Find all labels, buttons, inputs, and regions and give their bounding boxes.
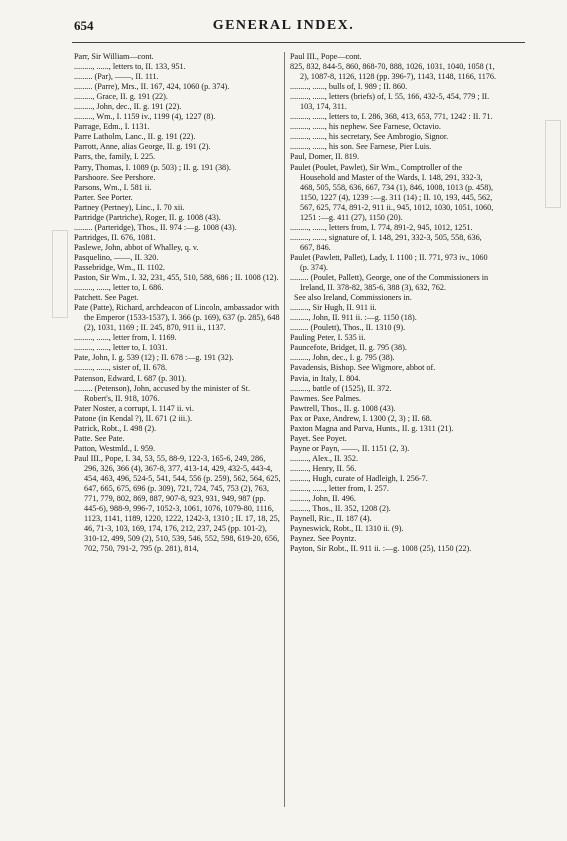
index-entry: Paxton Magna and Parva, Hunts., II. g. 1311 (21). — [290, 423, 454, 433]
index-entry: Passebridge, Wm., II. 1102. — [74, 262, 165, 272]
index-entry: Payneswick, Robt., II. 1310 ii. (9). — [290, 524, 404, 534]
index-entry: ......... (Poulet, Pallett), George, one of the Commissioners in Ireland, II. 378-82, 385-6, 388 (3), 632, 762. — [290, 273, 489, 293]
index-entry: Parsons, Wm., I. 581 ii. — [74, 182, 152, 192]
index-entry: Patrick, Robt., I. 498 (2). — [74, 423, 157, 433]
library-stamp — [545, 120, 561, 208]
index-entry: Paul III., Pope—cont. — [290, 52, 362, 61]
index-entry: Parre Latholm, Lanc., II. g. 191 (22). — [74, 132, 196, 142]
index-entry: Pawmes. See Palmes. — [290, 393, 361, 403]
index-entry: Parry, Thomas, I. 1089 (p. 503) ; II. g. 191 (38). — [74, 162, 231, 172]
index-entry: ........., ......, bulls of, I. 989 ; II. 860. — [290, 82, 408, 92]
index-entry: Paul III., Pope, I. 34, 53, 55, 88-9, 122-3, 165-6, 249, 286, 296, 326, 366 (4), 367-8, 377, 413-14, 429, 432-5, 443-4, 454, 463, 496, 524-5, 541, 544, 556 (p. 259), 562, 564, 625, 647, 665, 675, 696 (p. 309), 721, 724, 745, 753 (2), 763, 771, 779, 802, 869, 887, 907-8, 923, 931, 949, 987 (pp. 445-6), 988-9, 996-7, 1052-3, 1061, 1076, 1079-80, 1116, 1123, 1141, 1189, 1220, 1222, 1242-3, 1310 ; II. 17, 18, 25, 46, 71-3, 103, 169, 174, 176, 212, 237, 245 (pp. 101-2), 310-12, 499, 509 (2), 510, 539, 546, 552, 598, 619-20, 656, 702, 750, 791-2, 795 (p. 281), 814, — [74, 453, 281, 554]
index-entry: Paslewe, John, abbot of Whalley, q. v. — [74, 242, 199, 252]
index-entry: Partridge (Partriche), Roger, II. g. 1008 (43). — [74, 212, 221, 222]
index-entry: ........., ......, letter to, I. 1031. — [74, 343, 168, 353]
index-entry: ........., Wm., I. 1159 iv., 1199 (4), 1227 (8). — [74, 112, 216, 122]
index-entry: ........., ......, signature of, I. 148, 291, 332-3, 505, 558, 636, 667, 846. — [290, 232, 482, 252]
index-entry: ......... (Poulett), Thos., II. 1310 (9). — [290, 323, 406, 333]
index-entry: ......... (Par), ——, II. 111. — [74, 72, 159, 82]
index-entry: ........., Henry, II. 56. — [290, 463, 357, 473]
index-entry: ........., ......, sister of, II. 678. — [74, 363, 168, 373]
index-entry: ........., ......, letters to, II. 133, 951. — [74, 62, 186, 72]
index-entry: Paston, Sir Wm., I. 32, 231, 455, 510, 588, 686 ; II. 1008 (12). — [74, 273, 279, 283]
index-entry: Parter. See Porter. — [74, 192, 133, 202]
index-entry: ........., John, dec., II. g. 191 (22). — [74, 102, 182, 112]
index-entry: Partridges, II. 676, 1081. — [74, 232, 156, 242]
index-entry: See also Ireland, Commissioners in. — [294, 293, 412, 303]
index-entry: ........., John, dec., I. g. 795 (38). — [290, 353, 395, 363]
index-entry: Payet. See Poyet. — [290, 433, 347, 443]
index-entry: Pasquelino, ——, II. 320. — [74, 252, 159, 262]
index-entry: Pawtrell, Thos., II. g. 1008 (43). — [290, 403, 396, 413]
index-column-left — [74, 52, 281, 554]
index-entry: Parrage, Edm., I. 1131. — [74, 122, 150, 132]
index-entry: Paynez. See Poyntz. — [290, 534, 357, 544]
index-entry: ........., ......, letter from, I. 257. — [290, 484, 389, 494]
index-entry: ........., Hugh, curate of Hadleigh, I. 256-7. — [290, 473, 428, 483]
index-entry: ........., Thos., II. 352, 1208 (2). — [290, 504, 391, 514]
column-divider — [284, 52, 285, 807]
index-column-right — [290, 52, 497, 554]
index-entry: Pauling Peter, I. 535 ii. — [290, 333, 366, 343]
index-entry: Parshoore. See Pershore. — [74, 172, 156, 182]
index-entry: ........., ......, letter to, I. 686. — [74, 283, 164, 293]
index-entry: Patenson, Edward, I. 687 (p. 301). — [74, 373, 187, 383]
index-entry: Patone (in Kendal ?), II. 671 (2 iii.). — [74, 413, 193, 423]
index-entry: Pater Noster, a corrupt, I. 1147 ii. vi. — [74, 403, 194, 413]
page-number: 654 — [74, 18, 94, 33]
index-entry: ........., ......, letters (briefs) of, I. 55, 166, 432-5, 454, 779 ; II. 103, 174, 311. — [290, 92, 490, 112]
index-entry: Payton, Sir Robt., II. 911 ii. :—g. 1008 (25), 1150 (22). — [290, 544, 472, 554]
index-entry: Pax or Paxe, Andrew, I. 1300 (2, 3) ; II. 68. — [290, 413, 432, 423]
index-entry: 825, 832, 844-5, 860, 868-70, 888, 1026, 1031, 1040, 1058 (1, 2), 1087-8, 1126, 1128 (pp. 396-7), 1143, 1148, 1166, 1176. — [290, 62, 497, 82]
index-entry: ........., Alex., II. 352. — [290, 453, 358, 463]
index-entry: Pavadensis, Bishop. See Wigmore, abbot of. — [290, 363, 436, 373]
index-entry: ........., ......, his nephew. See Farnese, Octavio. — [290, 122, 441, 132]
index-entry: ........., Grace, II. g. 191 (22). — [74, 92, 168, 102]
index-entry: Patton, Westmld., I. 959. — [74, 443, 156, 453]
index-entry: ........., battle of (1525), II. 372. — [290, 383, 392, 393]
index-entry: Pate, John, I. g. 539 (12) ; II. 678 :—g. 191 (32). — [74, 353, 234, 363]
index-entry: ........., John, II. 911 ii. :—g. 1150 (18). — [290, 313, 417, 323]
index-entry: Partney (Pertney), Linc., I. 70 xii. — [74, 202, 185, 212]
index-entry: ........., ......, his son. See Farnese, Pier Luis. — [290, 142, 432, 152]
index-entry: Paulet (Pawlett, Pallet), Lady, I. 1100 ; II. 771, 973 iv., 1060 (p. 374). — [290, 252, 488, 272]
index-entry: Pate (Patte), Richard, archdeacon of Lincoln, ambassador with the Emperor (1533-1537), I. 366 (p. 169), 637 (p. 285), 648 (2), 1031, 1169 ; II. 245, 870, 911 ii., 1137. — [74, 303, 280, 333]
index-entry: ........., John, II. 496. — [290, 494, 356, 504]
index-entry: Parrott, Anne, alias George, II. g. 191 (2). — [74, 142, 211, 152]
index-entry: Paynell, Ric., II. 187 (4). — [290, 514, 372, 524]
index-entry: ......... (Petenson), John, accused by the minister of St. Robert's, II. 918, 1076. — [74, 383, 251, 403]
index-entry: ......... (Parre), Mrs., II. 167, 424, 1060 (p. 374). — [74, 82, 230, 92]
running-title: GENERAL INDEX. — [212, 18, 355, 33]
index-entry: Parrs, the, family, I. 225. — [74, 152, 156, 162]
index-entry: ........., ......, his secretary, See Ambrogio, Signor. — [290, 132, 449, 142]
index-entry: Patte. See Pate. — [74, 433, 125, 443]
index-entry: Pavia, in Italy, I. 804. — [290, 373, 361, 383]
index-entry: ......... (Parteridge), Thos., II. 974 :—g. 1008 (43). — [74, 222, 237, 232]
library-stamp — [52, 230, 68, 318]
index-entry: ........., ......, letters from, I. 774, 891-2, 945, 1012, 1251. — [290, 222, 473, 232]
header-rule — [72, 42, 525, 43]
index-entry: Paulet (Poulet, Pawlet), Sir Wm., Comptroller of the Household and Master of the Wards, I. 148, 291, 332-3, 468, 505, 558, 636, 667, 734 (1), 846, 1008, 1013 (p. 458), 1150, 1227 (4), 1239 :—g. 311 (14) ; II. 10, 193, 445, 562, 567, 625, 774, 891-2, 911 ii., 945, 1012, 1030, 1051, 1060, 1251 :—g. 411 (27), 1150 (20). — [290, 162, 494, 222]
index-entry: Parr, Sir William—cont. — [74, 52, 154, 61]
index-entry: Paul, Domer, II. 819. — [290, 152, 360, 162]
page-header — [0, 0, 567, 40]
index-entry: ........., ......, letters to, I. 286, 368, 413, 653, 771, 1242 : II. 71. — [290, 112, 493, 122]
index-entry: Patchett. See Paget. — [74, 293, 139, 303]
index-entry: Payne or Payn, ——, II. 1151 (2, 3). — [290, 443, 410, 453]
index-entry: ........., ......, letter from, I. 1169. — [74, 333, 177, 343]
index-entry: ........., Sir Hugh, II. 911 ii. — [290, 303, 377, 313]
index-entry: Pauncefote, Bridget, II. g. 795 (38). — [290, 343, 407, 353]
